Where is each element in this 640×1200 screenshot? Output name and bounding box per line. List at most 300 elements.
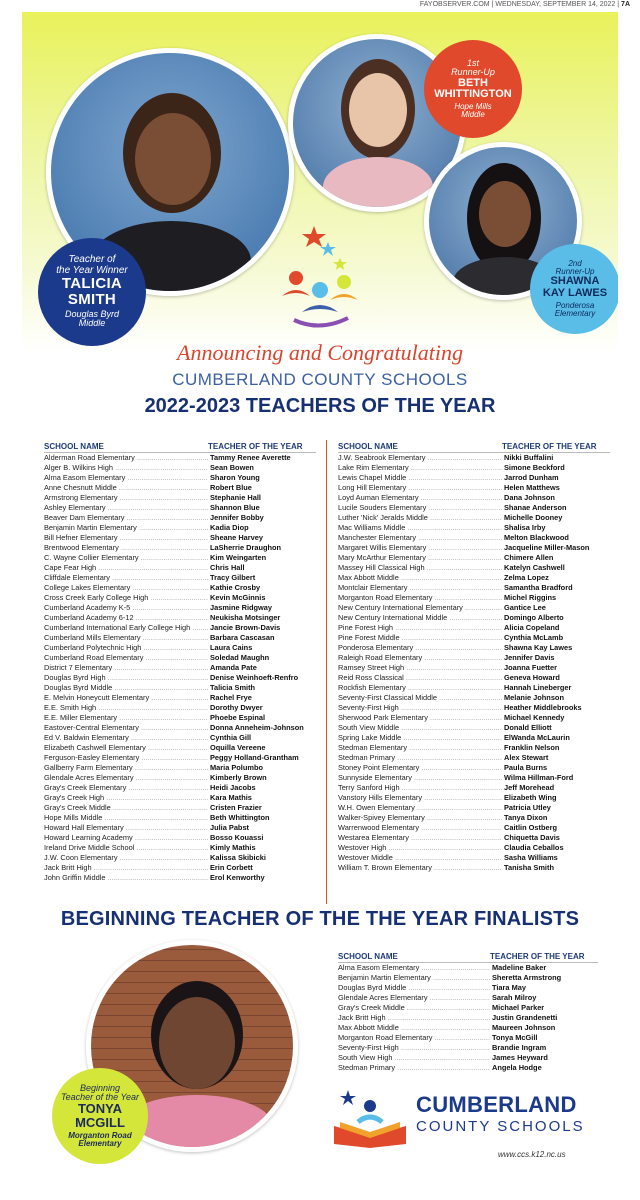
book-star-logo-icon	[328, 1086, 412, 1148]
teacher-name: Shawna Kay Lawes	[502, 643, 610, 653]
table-row	[44, 613, 316, 623]
table-row	[338, 733, 610, 743]
hero-banner	[22, 12, 618, 352]
school-header: SCHOOL NAME	[338, 442, 398, 451]
teacher-name: Kadia Diop	[208, 523, 316, 533]
table-row	[44, 473, 316, 483]
teacher-name: Michael Parker	[490, 1003, 598, 1013]
beginning-badge-line1: Beginning	[79, 1082, 121, 1093]
table-row	[44, 463, 316, 473]
table-row	[44, 663, 316, 673]
teacher-name: Jennifer Bobby	[208, 513, 316, 523]
school-name: Ramsey Street High .....	[338, 663, 502, 673]
school-name: Ponderosa Elementary .....	[338, 643, 502, 653]
school-name: Douglas Byrd Middle .....	[44, 683, 208, 693]
teacher-name: Sarah Milroy	[490, 993, 598, 1003]
school-header: SCHOOL NAME	[44, 442, 104, 451]
teacher-name: Dana Johnson	[502, 493, 610, 503]
teacher-name: Stephanie Hall	[208, 493, 316, 503]
table-row	[44, 773, 316, 783]
teacher-name: Claudia Ceballos	[502, 843, 610, 853]
school-name: Warrenwood Elementary .....	[338, 823, 502, 833]
table-row	[338, 683, 610, 693]
winner-line2: the Year Winner	[56, 264, 128, 276]
beginning-school-1: Morganton Road	[68, 1130, 132, 1140]
school-name: Howard Learning Academy .....	[44, 833, 208, 843]
school-name: Douglas Byrd High .....	[44, 673, 208, 683]
table-row	[44, 813, 316, 823]
school-name: Ireland Drive Middle School .....	[44, 843, 208, 853]
school-name: Rockfish Elementary .....	[338, 683, 502, 693]
school-name: Loyd Auman Elementary .....	[338, 493, 502, 503]
school-name: Alma Easom Elementary .....	[44, 473, 208, 483]
winner-last-name: SMITH	[67, 291, 117, 309]
runner1-first-name: BETH	[458, 76, 488, 89]
teacher-name: Denise Weinhoeft-Renfro	[208, 673, 316, 683]
right-column	[338, 440, 610, 873]
beginning-school-2: Elementary	[78, 1139, 122, 1149]
teacher-name: Jeff Morehead	[502, 783, 610, 793]
table-row	[338, 623, 610, 633]
teacher-name: ElWanda McLaurin	[502, 733, 610, 743]
school-name: Reid Ross Classical .....	[338, 673, 502, 683]
school-name: Douglas Byrd Middle .....	[338, 983, 490, 993]
teacher-name: Chimere Allen	[502, 553, 610, 563]
school-name: Brentwood Elementary .....	[44, 543, 208, 553]
table-row	[44, 633, 316, 643]
table-row	[338, 1003, 598, 1013]
table-row	[44, 693, 316, 703]
teacher-name: Chiquetta Davis	[502, 833, 610, 843]
table-row	[44, 713, 316, 723]
school-name: Alma Easom Elementary .....	[338, 963, 490, 973]
winner-line1: Teacher of	[68, 254, 116, 266]
teacher-name: Katelyn Cashwell	[502, 563, 610, 573]
school-name: Jack Britt High .....	[338, 1013, 490, 1023]
table-row	[44, 593, 316, 603]
table-row	[338, 1063, 598, 1073]
table-row	[338, 1043, 598, 1053]
school-name: Alderman Road Elementary .....	[44, 453, 208, 463]
teacher-name: Soledad Maughn	[208, 653, 316, 663]
school-header: SCHOOL NAME	[338, 952, 398, 961]
teacher-name: Franklin Nelson	[502, 743, 610, 753]
teacher-name: Bosso Kouassi	[208, 833, 316, 843]
teacher-name: Angela Hodge	[490, 1063, 598, 1073]
school-name: Gray's Creek Middle .....	[338, 1003, 490, 1013]
table-row	[44, 543, 316, 553]
table-row	[44, 553, 316, 563]
school-name: Cumberland Mills Elementary .....	[44, 633, 208, 643]
teacher-name: Helen Matthews	[502, 483, 610, 493]
table-row	[44, 523, 316, 533]
table-row	[338, 813, 610, 823]
school-name: Margaret Willis Elementary .....	[338, 543, 502, 553]
runner1-line2: Runner-Up	[451, 67, 495, 78]
table-row	[338, 553, 610, 563]
table-row	[338, 453, 610, 463]
beginning-title: BEGINNING TEACHER OF THE THE YEAR FINALISTS	[60, 908, 580, 930]
school-name: Beaver Dam Elementary .....	[44, 513, 208, 523]
table-row	[338, 1053, 598, 1063]
table-row	[338, 533, 610, 543]
table-row	[338, 993, 598, 1003]
ccs-logo	[328, 1086, 598, 1148]
school-name: C. Wayne Collier Elementary .....	[44, 553, 208, 563]
table-row	[338, 653, 610, 663]
table-row	[338, 693, 610, 703]
table-row	[44, 833, 316, 843]
teacher-name: Sheane Harvey	[208, 533, 316, 543]
table-row	[338, 1023, 598, 1033]
teacher-name: Samantha Bradford	[502, 583, 610, 593]
winner-first-name: TALICIA	[61, 275, 123, 293]
school-name: Seventy-First High .....	[338, 1043, 490, 1053]
teacher-name: Tracy Gilbert	[208, 573, 316, 583]
table-row	[338, 513, 610, 523]
school-name: Cumberland Academy 6-12 .....	[44, 613, 208, 623]
school-name: Lake Rim Elementary .....	[338, 463, 502, 473]
teacher-name: Nikki Buffalini	[502, 453, 610, 463]
beginning-badge-line2: Teacher of the Year	[60, 1091, 140, 1102]
table-row	[44, 853, 316, 863]
runner1-line1: 1st	[466, 57, 479, 68]
table-row	[338, 603, 610, 613]
school-name: Cliffdale Elementary .....	[44, 573, 208, 583]
table-row	[44, 763, 316, 773]
teacher-name: Kara Mathis	[208, 793, 316, 803]
table-row	[44, 783, 316, 793]
table-row	[44, 863, 316, 873]
teacher-name: Chris Hall	[208, 563, 316, 573]
school-name: Elizabeth Cashwell Elementary .....	[44, 743, 208, 753]
teacher-name: Cynthia McLamb	[502, 633, 610, 643]
table-row	[338, 743, 610, 753]
teacher-name: Domingo Alberto	[502, 613, 610, 623]
table-row	[338, 863, 610, 873]
table-row	[44, 683, 316, 693]
table-row	[338, 613, 610, 623]
teacher-name: Michel Riggins	[502, 593, 610, 603]
school-name: Seventy-First Classical Middle .....	[338, 693, 502, 703]
school-name: Stedman Primary .....	[338, 753, 502, 763]
winner-school-1: Douglas Byrd	[64, 308, 120, 319]
table-row	[338, 593, 610, 603]
district-title: CUMBERLAND COUNTY SCHOOLS	[172, 370, 468, 389]
table-row	[338, 723, 610, 733]
teacher-name: Robert Blue	[208, 483, 316, 493]
runner2-school-1: Ponderosa	[555, 300, 595, 310]
teacher-name: Paula Burns	[502, 763, 610, 773]
teacher-name: Erin Corbett	[208, 863, 316, 873]
table-row	[338, 463, 610, 473]
school-name: Westover Middle .....	[338, 853, 502, 863]
table-row	[338, 583, 610, 593]
school-name: Cumberland Academy K-5 .....	[44, 603, 208, 613]
school-name: Pine Forest Middle .....	[338, 633, 502, 643]
masthead-site: FAYOBSERVER.COM	[419, 1, 490, 8]
runner2-school-2: Elementary	[554, 308, 596, 318]
table-row	[338, 703, 610, 713]
teacher-name: Kathie Crosby	[208, 583, 316, 593]
teacher-name: Kimly Mathis	[208, 843, 316, 853]
school-name: Cross Creek Early College High .....	[44, 593, 208, 603]
table-row	[44, 623, 316, 633]
table-row	[338, 483, 610, 493]
school-name: Anne Chesnutt Middle .....	[44, 483, 208, 493]
school-name: Stedman Elementary .....	[338, 743, 502, 753]
table-row	[338, 753, 610, 763]
teacher-name: Kalissa Skibicki	[208, 853, 316, 863]
teacher-name: Jancie Brown-Davis	[208, 623, 316, 633]
teacher-name: Shannon Blue	[208, 503, 316, 513]
school-name: Glendale Acres Elementary .....	[338, 993, 490, 1003]
teacher-name: Peggy Holland-Grantham	[208, 753, 316, 763]
teacher-name: Heather Middlebrooks	[502, 703, 610, 713]
beginning-table-header	[338, 950, 598, 963]
column-divider	[326, 440, 327, 904]
school-name: Massey Hill Classical High .....	[338, 563, 502, 573]
table-row	[44, 843, 316, 853]
school-name: Mac Williams Middle .....	[338, 523, 502, 533]
teacher-name: Sharon Young	[208, 473, 316, 483]
teachers-table	[44, 440, 604, 904]
left-column-header	[44, 440, 316, 453]
stars-people-logo-icon	[274, 220, 364, 332]
school-name: Ashley Elementary .....	[44, 503, 208, 513]
left-column	[44, 440, 316, 883]
runner1-school-2: Middle	[461, 109, 485, 119]
winner-badge	[38, 238, 146, 346]
table-row	[338, 1013, 598, 1023]
school-name: Luther 'Nick' Jeralds Middle .....	[338, 513, 502, 523]
right-column-header	[338, 440, 610, 453]
table-row	[44, 793, 316, 803]
teacher-name: Tiara May	[490, 983, 598, 993]
teacher-name: Tammy Renee Averette	[208, 453, 316, 463]
runner2-line1: 2nd	[568, 258, 582, 268]
table-row	[338, 853, 610, 863]
runner2-first-name: SHAWNA	[550, 275, 600, 288]
table-row	[338, 523, 610, 533]
school-name: Westover High .....	[338, 843, 502, 853]
school-name: J.W. Coon Elementary .....	[44, 853, 208, 863]
teacher-name: Simone Beckford	[502, 463, 610, 473]
school-name: College Lakes Elementary .....	[44, 583, 208, 593]
school-name: Terry Sanford High .....	[338, 783, 502, 793]
table-row	[338, 673, 610, 683]
table-row	[44, 653, 316, 663]
teacher-name: Madeline Baker	[490, 963, 598, 973]
teacher-name: Tanya Dixon	[502, 813, 610, 823]
school-name: Gallberry Farm Elementary .....	[44, 763, 208, 773]
school-name: Alger B. Wilkins High .....	[44, 463, 208, 473]
school-name: Seventy-First High .....	[338, 703, 502, 713]
teacher-name: Justin Grandenetti	[490, 1013, 598, 1023]
school-name: Cumberland Road Elementary .....	[44, 653, 208, 663]
teacher-name: Laura Cains	[208, 643, 316, 653]
table-row	[44, 873, 316, 883]
table-row	[338, 503, 610, 513]
school-name: William T. Brown Elementary .....	[338, 863, 502, 873]
table-row	[338, 763, 610, 773]
teacher-header: TEACHER OF THE YEAR	[490, 952, 585, 961]
table-row	[44, 493, 316, 503]
teacher-name: Erol Kenworthy	[208, 873, 316, 883]
winner-school-2: Middle	[78, 318, 106, 329]
teacher-name: Talicia Smith	[208, 683, 316, 693]
table-row	[338, 803, 610, 813]
school-name: Lewis Chapel Middle .....	[338, 473, 502, 483]
school-name: Armstrong Elementary .....	[44, 493, 208, 503]
school-name: New Century International Middle .....	[338, 613, 502, 623]
school-name: Hope Mills Middle .....	[44, 813, 208, 823]
teacher-name: Phoebe Espinal	[208, 713, 316, 723]
school-name: Max Abbott Middle .....	[338, 1023, 490, 1033]
school-name: Montclair Elementary .....	[338, 583, 502, 593]
advertisement	[22, 12, 618, 1172]
school-name: Jack Britt High .....	[44, 863, 208, 873]
brand-subname: COUNTY SCHOOLS	[416, 1118, 585, 1135]
year-title: 2022-2023 TEACHERS OF THE YEAR	[144, 395, 496, 417]
table-row	[338, 493, 610, 503]
teacher-name: Wilma Hillman-Ford	[502, 773, 610, 783]
table-row	[44, 483, 316, 493]
table-row	[44, 573, 316, 583]
brand-url: www.ccs.k12.nc.us	[498, 1150, 566, 1159]
table-row	[44, 703, 316, 713]
teacher-name: Oquilla Vereene	[208, 743, 316, 753]
table-row	[338, 573, 610, 583]
school-name: Bill Hefner Elementary .....	[44, 533, 208, 543]
teacher-name: Beth Whittington	[208, 813, 316, 823]
table-row	[338, 563, 610, 573]
masthead-page: 7A	[621, 1, 630, 8]
table-row	[338, 793, 610, 803]
school-name: Stedman Primary .....	[338, 1063, 490, 1073]
teacher-name: Cynthia Gill	[208, 733, 316, 743]
teacher-name: Neukisha Motsinger	[208, 613, 316, 623]
runner2-line2: Runner-Up	[555, 267, 595, 277]
teacher-name: Gantice Lee	[502, 603, 610, 613]
teacher-name: Alex Stewart	[502, 753, 610, 763]
school-name: Pine Forest High .....	[338, 623, 502, 633]
teacher-name: Maria Polumbo	[208, 763, 316, 773]
school-name: District 7 Elementary .....	[44, 663, 208, 673]
table-row	[44, 723, 316, 733]
table-row	[44, 583, 316, 593]
table-row	[338, 643, 610, 653]
teacher-header: TEACHER OF THE YEAR	[502, 442, 597, 451]
school-name: Benjamin Martin Elementary .....	[338, 973, 490, 983]
teacher-name: Donald Elliott	[502, 723, 610, 733]
beginning-teacher-badge	[52, 1068, 148, 1164]
table-row	[44, 533, 316, 543]
table-row	[44, 503, 316, 513]
table-row	[338, 473, 610, 483]
school-name: Manchester Elementary .....	[338, 533, 502, 543]
school-name: Stoney Point Elementary .....	[338, 763, 502, 773]
teacher-name: Kevin McGinnis	[208, 593, 316, 603]
runner1-last-name: WHITTINGTON	[434, 88, 512, 101]
teacher-header: TEACHER OF THE YEAR	[208, 442, 303, 451]
teacher-name: Sean Bowen	[208, 463, 316, 473]
school-name: John Griffin Middle .....	[44, 873, 208, 883]
teacher-name: Joanna Fuetter	[502, 663, 610, 673]
table-row	[44, 823, 316, 833]
table-row	[338, 833, 610, 843]
school-name: Gray's Creek Elementary .....	[44, 783, 208, 793]
runner2-last-name: KAY LAWES	[542, 287, 608, 299]
teacher-name: Jennifer Davis	[502, 653, 610, 663]
table-row	[44, 643, 316, 653]
table-row	[338, 773, 610, 783]
beginning-section	[22, 938, 618, 1172]
teacher-name: LaSherrie Draughon	[208, 543, 316, 553]
teacher-name: Caitlin Ostberg	[502, 823, 610, 833]
school-name: Howard Hall Elementary .....	[44, 823, 208, 833]
teacher-name: Heidi Jacobs	[208, 783, 316, 793]
school-name: W.H. Owen Elementary .....	[338, 803, 502, 813]
runner-up-1-badge	[424, 40, 522, 138]
school-name: Morganton Road Elementary .....	[338, 593, 502, 603]
teacher-name: Julia Pabst	[208, 823, 316, 833]
table-row	[44, 733, 316, 743]
school-name: Cumberland Polytechnic High .....	[44, 643, 208, 653]
beginning-first-name: TONYA	[77, 1101, 123, 1117]
table-row	[44, 513, 316, 523]
school-name: Sherwood Park Elementary .....	[338, 713, 502, 723]
teacher-name: Donna Anneheim-Johnson	[208, 723, 316, 733]
school-name: Walker-Spivey Elementary .....	[338, 813, 502, 823]
teacher-name: Elizabeth Wing	[502, 793, 610, 803]
teacher-name: Patricia Utley	[502, 803, 610, 813]
teacher-name: Tonya McGill	[490, 1033, 598, 1043]
table-row	[338, 1033, 598, 1043]
teacher-name: Shalisa Irby	[502, 523, 610, 533]
announce-title: Announcing and Congratulating	[177, 340, 463, 365]
teacher-name: Cristen Frazier	[208, 803, 316, 813]
teacher-name: Zelma Lopez	[502, 573, 610, 583]
table-row	[338, 713, 610, 723]
school-name: E.E. Smith High .....	[44, 703, 208, 713]
school-name: Max Abbott Middle .....	[338, 573, 502, 583]
table-row	[338, 983, 598, 993]
school-name: Westarea Elementary .....	[338, 833, 502, 843]
teacher-name: Rachel Frye	[208, 693, 316, 703]
school-name: Mary McArthur Elementary .....	[338, 553, 502, 563]
teacher-name: Melanie Johnson	[502, 693, 610, 703]
school-name: New Century International Elementary .....	[338, 603, 502, 613]
table-row	[44, 603, 316, 613]
teacher-name: Barbara Cascasan	[208, 633, 316, 643]
runner-up-2-badge	[530, 244, 618, 334]
teacher-name: Hannah Lineberger	[502, 683, 610, 693]
table-row	[44, 453, 316, 463]
teacher-name: Sheretta Armstrong	[490, 973, 598, 983]
school-name: Sunnyside Elementary .....	[338, 773, 502, 783]
table-row	[44, 743, 316, 753]
table-row	[338, 663, 610, 673]
teacher-name: Brandie Ingram	[490, 1043, 598, 1053]
table-row	[44, 673, 316, 683]
teacher-name: Jacqueline Miller-Mason	[502, 543, 610, 553]
school-name: Gray's Creek Middle .....	[44, 803, 208, 813]
teacher-name: Amanda Pate	[208, 663, 316, 673]
school-name: Raleigh Road Elementary .....	[338, 653, 502, 663]
table-row	[338, 973, 598, 983]
teacher-name: James Heyward	[490, 1053, 598, 1063]
